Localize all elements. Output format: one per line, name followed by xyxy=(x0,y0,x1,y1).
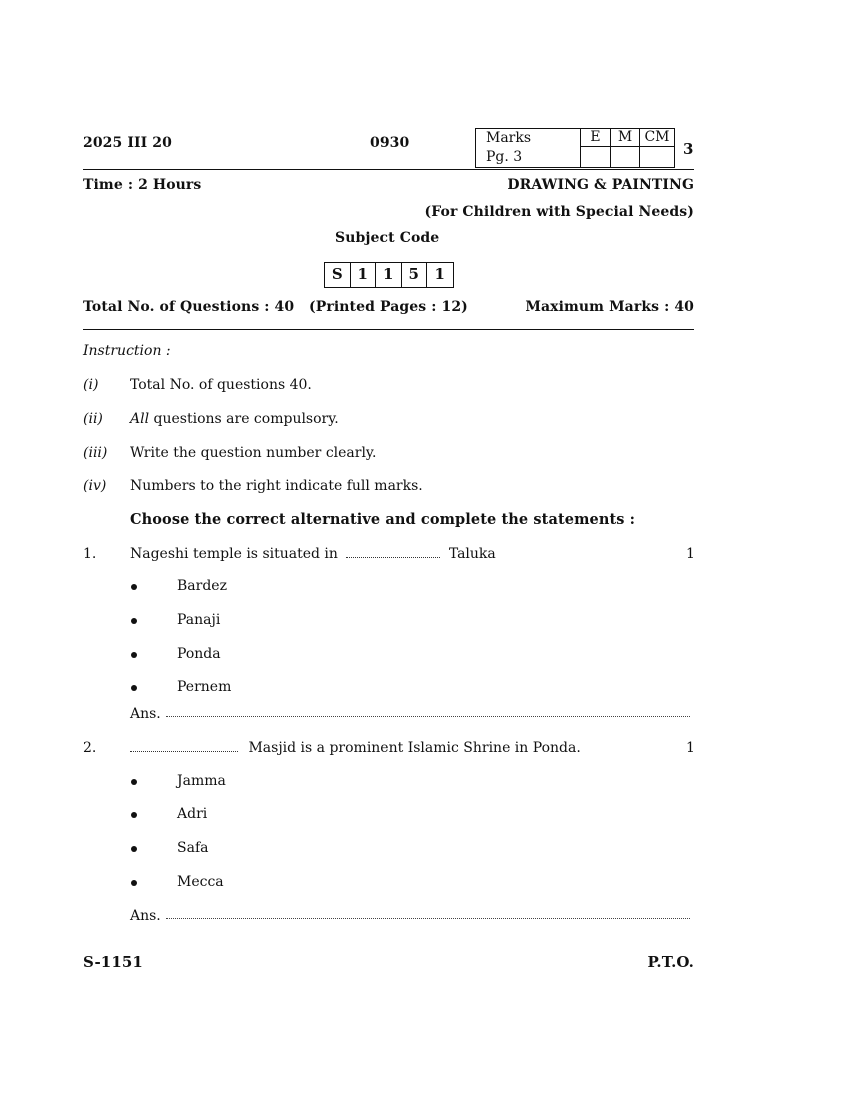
marks-box xyxy=(475,128,675,168)
blank-line xyxy=(346,546,440,558)
header-rule xyxy=(83,169,694,170)
bullet-icon xyxy=(131,779,137,785)
instruction-emphasis: All xyxy=(130,411,150,427)
subject-code-boxes xyxy=(324,262,454,288)
option-text: Adri xyxy=(177,806,208,822)
instruction-text: Total No. of questions 40. xyxy=(130,377,312,393)
question-marks: 1 xyxy=(686,546,695,562)
instruction-text: Write the question number clearly. xyxy=(130,445,377,461)
bullet-icon xyxy=(131,584,137,590)
bullet-icon xyxy=(131,618,137,624)
code-char: 1 xyxy=(434,265,445,283)
answer-line[interactable] xyxy=(166,918,690,919)
question-text-post: Masjid is a prominent Islamic Shrine in Ponda. xyxy=(248,740,581,756)
bullet-icon xyxy=(131,685,137,691)
instruction-num: (iii) xyxy=(83,445,108,461)
printed-pages: (Printed Pages : 12) xyxy=(309,299,468,315)
paper-code-left: 2025 III 20 xyxy=(83,135,172,151)
maximum-marks: Maximum Marks : 40 xyxy=(525,299,694,315)
instruction-text: Numbers to the right indicate full marks. xyxy=(130,478,423,494)
bullet-icon xyxy=(131,652,137,658)
pg-label: Pg. 3 xyxy=(486,149,523,165)
marks-label: Marks xyxy=(486,130,532,146)
question-text xyxy=(130,546,496,562)
question-text xyxy=(130,740,581,756)
subject-note: (For Children with Special Needs) xyxy=(424,204,694,220)
footer-code: S-1151 xyxy=(83,953,143,971)
question-text-post: Taluka xyxy=(448,546,496,562)
page-number: 3 xyxy=(683,140,694,158)
code-char: 1 xyxy=(351,263,377,287)
instruction-heading: Instruction : xyxy=(83,343,171,359)
option-text: Mecca xyxy=(177,874,224,890)
option-text: Pernem xyxy=(177,679,232,695)
bullet-icon xyxy=(131,846,137,852)
code-char: 5 xyxy=(402,263,428,287)
instruction-rule xyxy=(83,329,694,330)
option-text: Safa xyxy=(177,840,209,856)
question-number: 1. xyxy=(83,546,97,562)
subject-title: DRAWING & PAINTING xyxy=(507,177,694,193)
instruction-text: questions are compulsory. xyxy=(149,411,339,427)
section-heading: Choose the correct alternative and complete the statements : xyxy=(130,511,636,528)
time-label: Time : 2 Hours xyxy=(83,177,202,193)
question-marks: 1 xyxy=(686,740,695,756)
marks-col-m: M xyxy=(617,129,633,145)
instruction-item xyxy=(130,411,339,427)
answer-label: Ans. xyxy=(130,706,161,722)
instruction-num: (i) xyxy=(83,377,99,393)
paper-code-center: 0930 xyxy=(370,135,410,151)
question-text-pre: Nageshi temple is situated in xyxy=(130,546,338,562)
bullet-icon xyxy=(131,880,137,886)
footer-pto: P.T.O. xyxy=(647,953,694,971)
total-questions: Total No. of Questions : 40 xyxy=(83,299,295,315)
code-char: 1 xyxy=(376,263,402,287)
subject-code-label: Subject Code xyxy=(335,230,440,246)
blank-line xyxy=(130,740,238,752)
instruction-num: (ii) xyxy=(83,411,103,427)
option-text: Ponda xyxy=(177,646,221,662)
bullet-icon xyxy=(131,812,137,818)
code-char: S xyxy=(325,263,351,287)
option-text: Bardez xyxy=(177,578,227,594)
question-number: 2. xyxy=(83,740,97,756)
instruction-num: (iv) xyxy=(83,478,107,494)
answer-label: Ans. xyxy=(130,908,161,924)
marks-col-e: E xyxy=(590,129,601,145)
answer-line[interactable] xyxy=(166,716,690,717)
option-text: Panaji xyxy=(177,612,221,628)
marks-col-cm: CM xyxy=(644,129,670,145)
option-text: Jamma xyxy=(177,773,226,789)
